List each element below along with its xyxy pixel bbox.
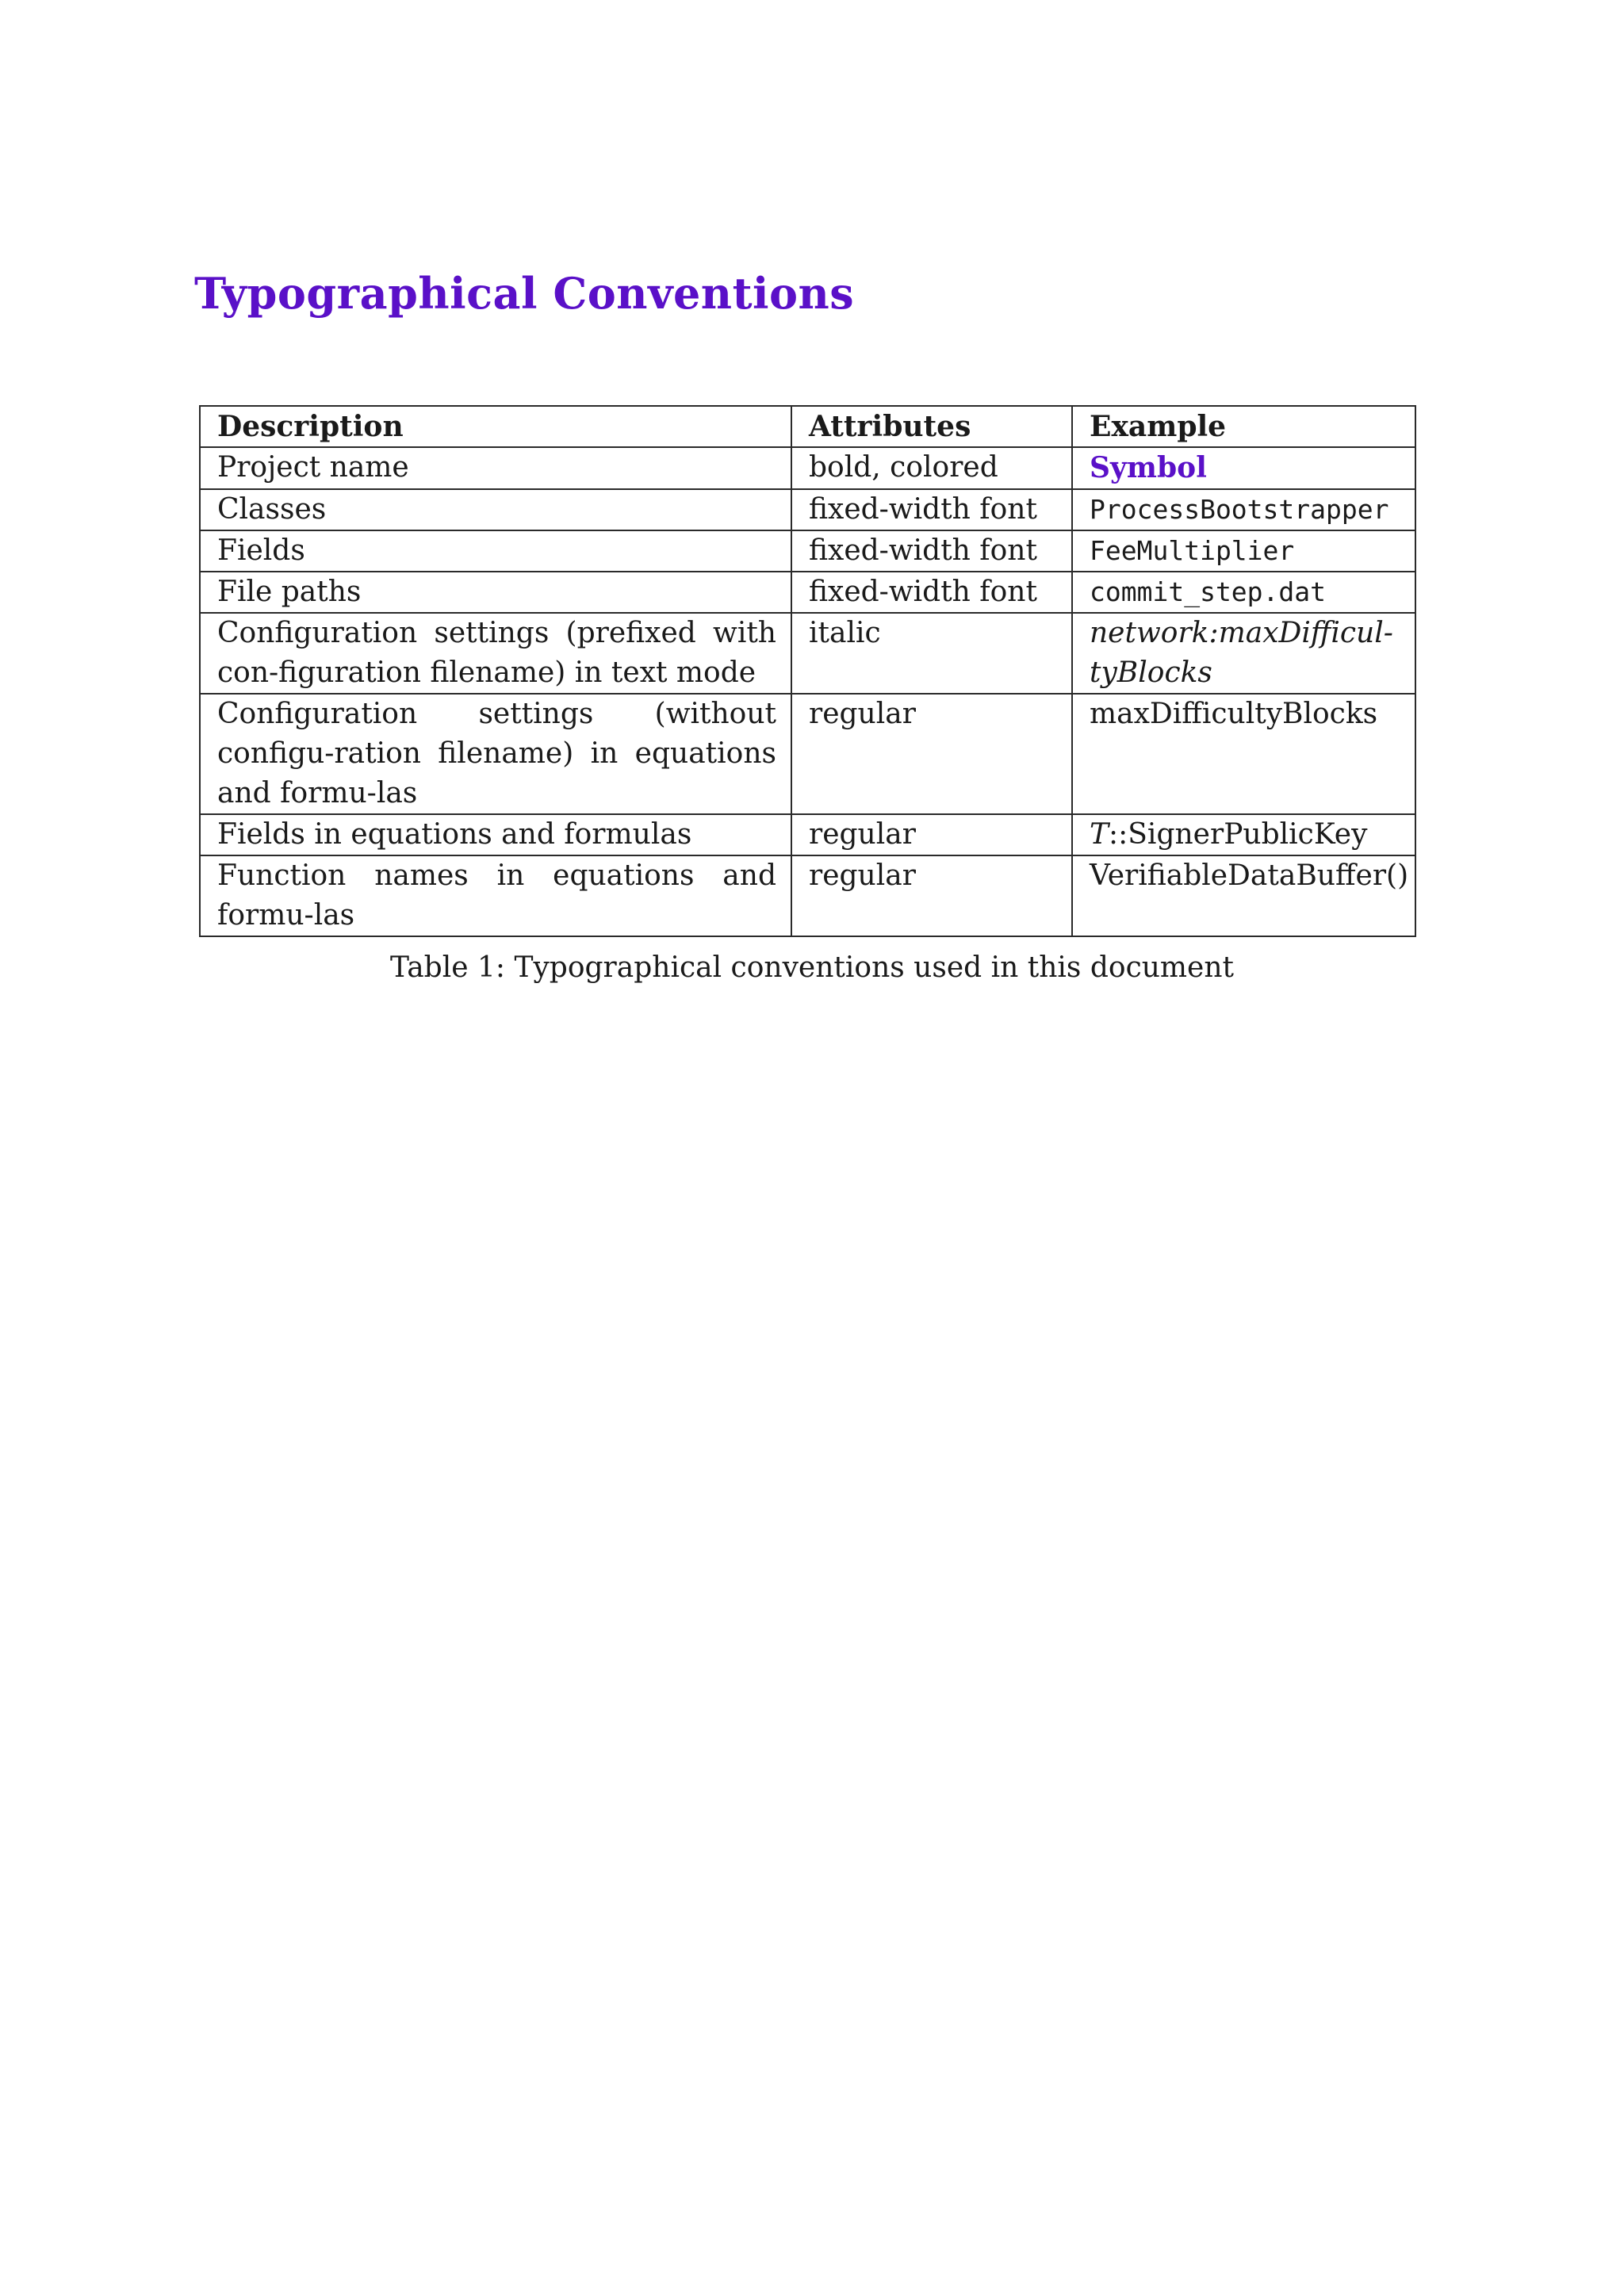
column-header-description: Description	[200, 406, 791, 447]
row-attributes: italic	[791, 613, 1072, 694]
row-description: Configuration settings (without configu-ration filename) in equations and formu-las	[200, 694, 791, 814]
column-header-example: Example	[1072, 406, 1415, 447]
conventions-table	[199, 405, 1416, 937]
row-attributes: bold, colored	[791, 447, 1072, 489]
row-description: File paths	[200, 572, 791, 613]
math-variable: T	[1090, 818, 1109, 851]
row-example	[1072, 572, 1415, 613]
row-example	[1072, 489, 1415, 530]
class-example: ProcessBootstrapper	[1090, 494, 1389, 525]
project-name-example: Symbol	[1090, 451, 1207, 484]
table-row	[200, 814, 1415, 855]
row-description: Configuration settings (prefixed with con-figuration filename) in text mode	[200, 613, 791, 694]
table-row	[200, 694, 1415, 814]
row-attributes: fixed-width font	[791, 489, 1072, 530]
config-formula-example: maxDifficultyBlocks	[1090, 698, 1378, 730]
row-example	[1072, 613, 1415, 694]
row-example	[1072, 694, 1415, 814]
table-row	[200, 613, 1415, 694]
row-example	[1072, 855, 1415, 936]
row-attributes: fixed-width font	[791, 572, 1072, 613]
table-row	[200, 530, 1415, 572]
config-setting-example: network:maxDifficul-tyBlocks	[1090, 617, 1393, 689]
row-attributes: regular	[791, 694, 1072, 814]
table-row	[200, 489, 1415, 530]
row-description: Classes	[200, 489, 791, 530]
table-header-row	[200, 406, 1415, 447]
file-path-example: commit_step.dat	[1090, 576, 1327, 607]
column-header-attributes: Attributes	[791, 406, 1072, 447]
row-description: Fields in equations and formulas	[200, 814, 791, 855]
field-example: FeeMultiplier	[1090, 535, 1295, 566]
row-attributes: fixed-width font	[791, 530, 1072, 572]
table-row	[200, 855, 1415, 936]
row-example	[1072, 814, 1415, 855]
row-attributes: regular	[791, 814, 1072, 855]
row-example	[1072, 530, 1415, 572]
math-field-name: ::SignerPublicKey	[1109, 818, 1368, 851]
row-description: Project name	[200, 447, 791, 489]
page-title: Typographical Conventions	[194, 268, 855, 319]
table-row	[200, 572, 1415, 613]
function-name-example: VerifiableDataBuffer()	[1090, 859, 1409, 892]
row-description: Fields	[200, 530, 791, 572]
row-description: Function names in equations and formu-las	[200, 855, 791, 936]
table-row	[200, 447, 1415, 489]
table-caption: Table 1: Typographical conventions used in this document	[389, 951, 1235, 984]
row-example	[1072, 447, 1415, 489]
row-attributes: regular	[791, 855, 1072, 936]
